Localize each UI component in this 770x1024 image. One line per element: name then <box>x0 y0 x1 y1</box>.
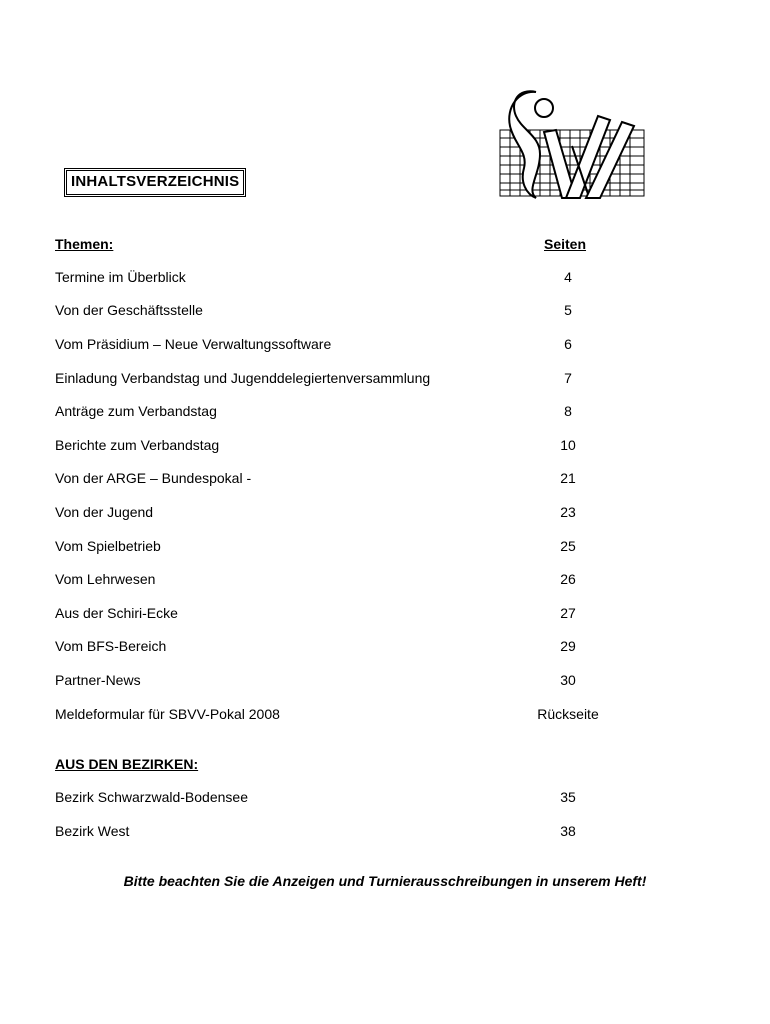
bezirk-topic: Bezirk West <box>55 823 130 839</box>
toc-page: 29 <box>560 638 576 654</box>
bezirke-header: AUS DEN BEZIRKEN: <box>55 756 199 772</box>
toc-row[interactable] <box>55 636 615 656</box>
toc-page: 21 <box>560 470 576 486</box>
toc-row[interactable] <box>55 569 615 589</box>
ad-notice: Bitte beachten Sie die Anzeigen und Turnierausschreibungen in unserem Heft! <box>123 873 647 889</box>
bezirk-page: 38 <box>560 823 576 839</box>
toc-page: 25 <box>560 538 576 554</box>
toc-topic: Vom Präsidium – Neue Verwaltungssoftware <box>55 336 332 352</box>
toc-page: 10 <box>560 437 576 453</box>
toc-topic: Vom BFS-Bereich <box>55 638 167 654</box>
toc-page: 23 <box>560 504 576 520</box>
toc-topic: Anträge zum Verbandstag <box>55 403 217 419</box>
toc-row[interactable] <box>55 368 615 388</box>
toc-page: 26 <box>560 571 576 587</box>
toc-row[interactable] <box>55 502 615 522</box>
toc-row[interactable] <box>55 468 615 488</box>
bezirk-row[interactable] <box>55 821 615 841</box>
bezirk-topic: Bezirk Schwarzwald-Bodensee <box>55 789 248 805</box>
toc-row[interactable] <box>55 670 615 690</box>
toc-topic: Einladung Verbandstag und Jugenddelegiertenversammlung <box>55 370 431 386</box>
toc-page: 5 <box>564 302 572 318</box>
toc-row[interactable] <box>55 704 615 724</box>
toc-row[interactable] <box>55 401 615 421</box>
bezirk-row[interactable] <box>55 787 615 807</box>
toc-page: 7 <box>564 370 572 386</box>
toc-topic: Von der Jugend <box>55 504 154 520</box>
toc-page: Rückseite <box>537 706 599 722</box>
toc-topic: Von der Geschäftsstelle <box>55 302 203 318</box>
toc-page: 30 <box>560 672 576 688</box>
toc-topic: Termine im Überblick <box>55 269 186 285</box>
bezirk-page: 35 <box>560 789 576 805</box>
toc-row[interactable] <box>55 267 615 287</box>
sbvv-logo <box>496 86 648 202</box>
toc-page: 6 <box>564 336 572 352</box>
toc-row[interactable] <box>55 334 615 354</box>
toc-row[interactable] <box>55 435 615 455</box>
toc-topic: Berichte zum Verbandstag <box>55 437 220 453</box>
toc-topic: Vom Spielbetrieb <box>55 538 161 554</box>
page-title: INHALTSVERZEICHNIS <box>64 168 246 197</box>
toc-row[interactable] <box>55 536 615 556</box>
toc-page: 8 <box>564 403 572 419</box>
topics-header: Themen: <box>55 236 114 252</box>
toc-topic: Vom Lehrwesen <box>55 571 156 587</box>
toc-page: 4 <box>564 269 572 285</box>
toc-row[interactable] <box>55 603 615 623</box>
toc-row[interactable] <box>55 300 615 320</box>
logo-ball <box>535 99 553 117</box>
toc-topic: Aus der Schiri-Ecke <box>55 605 178 621</box>
pages-header: Seiten <box>544 236 587 252</box>
toc-topic: Meldeformular für SBVV-Pokal 2008 <box>55 706 280 722</box>
toc-page: 27 <box>560 605 576 621</box>
toc-topic: Partner-News <box>55 672 141 688</box>
toc-topic: Von der ARGE – Bundespokal - <box>55 470 252 486</box>
